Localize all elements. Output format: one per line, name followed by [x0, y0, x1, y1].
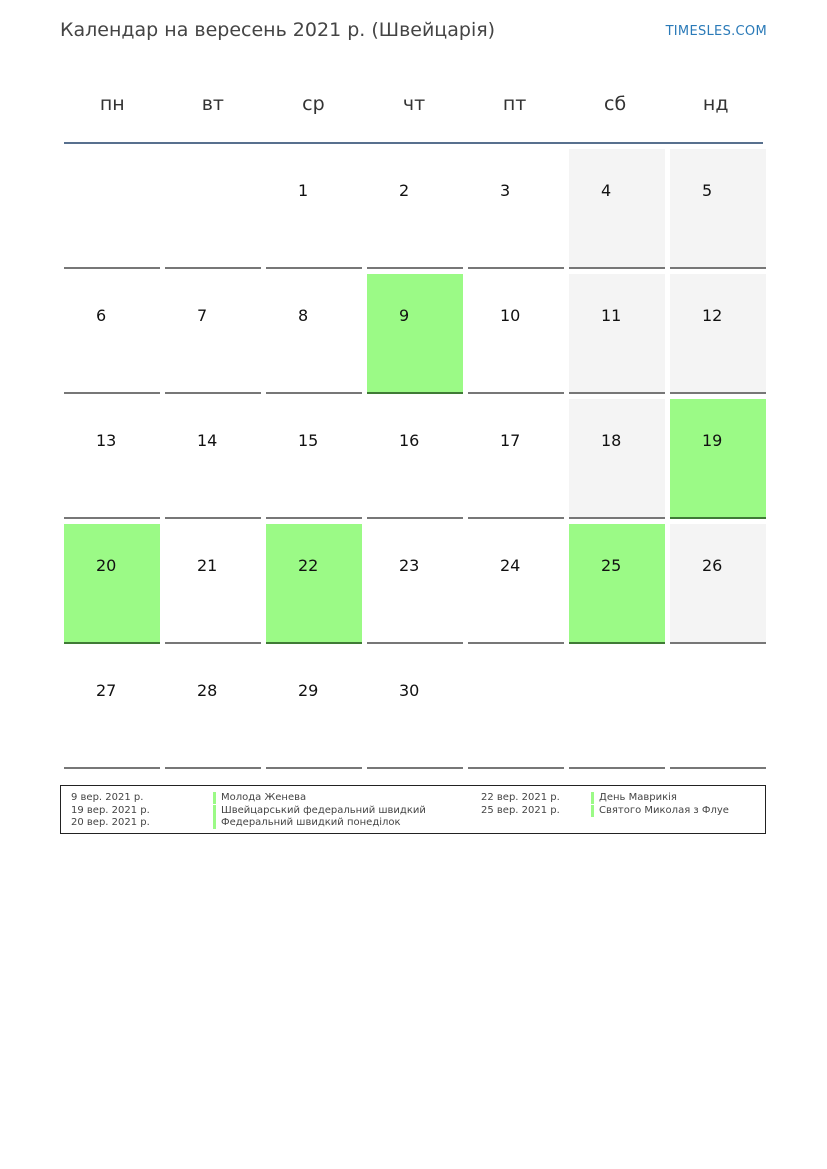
brand-link[interactable]: TIMESLES.COM [665, 24, 767, 39]
day-number: 7 [197, 306, 208, 325]
calendar-grid [64, 149, 766, 769]
day-number: 12 [702, 306, 723, 325]
calendar-day[interactable] [165, 524, 261, 644]
calendar-day[interactable] [468, 399, 564, 519]
calendar-day[interactable] [569, 149, 665, 269]
calendar-day[interactable] [569, 274, 665, 394]
day-number: 20 [96, 556, 117, 575]
legend-date: 22 вер. 2021 р. [481, 792, 560, 803]
legend-holiday-name: Швейцарський федеральний швидкий [213, 805, 426, 818]
legend-names-left [213, 792, 426, 830]
day-number: 9 [399, 306, 410, 325]
calendar-day-holiday[interactable] [569, 524, 665, 644]
day-number: 15 [298, 431, 319, 450]
page-title: Календар на вересень 2021 р. (Швейцарія) [60, 19, 496, 41]
day-number: 21 [197, 556, 218, 575]
day-number: 14 [197, 431, 218, 450]
day-number: 6 [96, 306, 107, 325]
calendar-day-empty [569, 649, 665, 769]
day-number: 25 [601, 556, 622, 575]
legend-date: 19 вер. 2021 р. [71, 804, 150, 816]
day-number: 18 [601, 431, 622, 450]
calendar-day[interactable] [165, 399, 261, 519]
day-number: 23 [399, 556, 420, 575]
calendar-day[interactable] [165, 274, 261, 394]
calendar-day[interactable] [468, 524, 564, 644]
calendar-day[interactable] [670, 524, 766, 644]
calendar-day[interactable] [367, 149, 463, 269]
header-divider [64, 142, 763, 144]
legend-date: 25 вер. 2021 р. [481, 804, 560, 816]
day-number: 30 [399, 681, 420, 700]
legend-dates-left [71, 792, 150, 830]
day-number: 28 [197, 681, 218, 700]
weekday-label: ср [302, 93, 325, 115]
weekday-label: сб [604, 93, 627, 115]
legend-holiday-name: Святого Миколая з Флуе [591, 805, 729, 818]
calendar-day[interactable] [670, 149, 766, 269]
holiday-legend [60, 785, 766, 834]
calendar-day[interactable] [165, 649, 261, 769]
day-number: 17 [500, 431, 521, 450]
day-number: 10 [500, 306, 521, 325]
day-number: 26 [702, 556, 723, 575]
calendar-day[interactable] [468, 274, 564, 394]
legend-holiday-name: Молода Женева [213, 792, 426, 805]
calendar-day-empty [468, 649, 564, 769]
calendar-day-holiday[interactable] [64, 524, 160, 644]
weekday-header [62, 82, 766, 142]
calendar-day[interactable] [367, 649, 463, 769]
weekday-label: вт [201, 93, 224, 115]
calendar-day-empty [165, 149, 261, 269]
calendar-day[interactable] [266, 274, 362, 394]
day-number: 1 [298, 181, 309, 200]
day-number: 29 [298, 681, 319, 700]
day-number: 5 [702, 181, 713, 200]
calendar-day[interactable] [64, 274, 160, 394]
calendar-day-holiday[interactable] [670, 399, 766, 519]
weekday-label: пн [99, 93, 125, 115]
day-number: 24 [500, 556, 521, 575]
day-number: 8 [298, 306, 309, 325]
weekday-label: пт [502, 93, 527, 115]
day-number: 27 [96, 681, 117, 700]
day-number: 4 [601, 181, 612, 200]
calendar-day[interactable] [367, 399, 463, 519]
calendar-day[interactable] [64, 649, 160, 769]
weekday-label: чт [402, 93, 426, 115]
day-number: 22 [298, 556, 319, 575]
legend-holiday-name: Федеральний швидкий понеділок [213, 817, 426, 830]
weekday-label: нд [702, 93, 729, 115]
day-number: 3 [500, 181, 511, 200]
calendar-day[interactable] [670, 274, 766, 394]
day-number: 11 [601, 306, 622, 325]
calendar-day[interactable] [266, 399, 362, 519]
calendar-day-holiday[interactable] [367, 274, 463, 394]
day-number: 13 [96, 431, 117, 450]
legend-holiday-name: День Маврикія [591, 792, 729, 805]
calendar-day[interactable] [468, 149, 564, 269]
calendar-day[interactable] [64, 399, 160, 519]
legend-names-right [591, 792, 729, 817]
day-number: 16 [399, 431, 420, 450]
calendar-day-holiday[interactable] [266, 524, 362, 644]
legend-dates-right [481, 792, 560, 817]
calendar-day[interactable] [367, 524, 463, 644]
calendar-day-empty [670, 649, 766, 769]
day-number: 2 [399, 181, 410, 200]
calendar-day-empty [64, 149, 160, 269]
calendar-day[interactable] [266, 149, 362, 269]
calendar-day[interactable] [569, 399, 665, 519]
calendar-day[interactable] [266, 649, 362, 769]
legend-date: 20 вер. 2021 р. [71, 817, 150, 828]
day-number: 19 [702, 431, 723, 450]
legend-date: 9 вер. 2021 р. [71, 792, 144, 803]
